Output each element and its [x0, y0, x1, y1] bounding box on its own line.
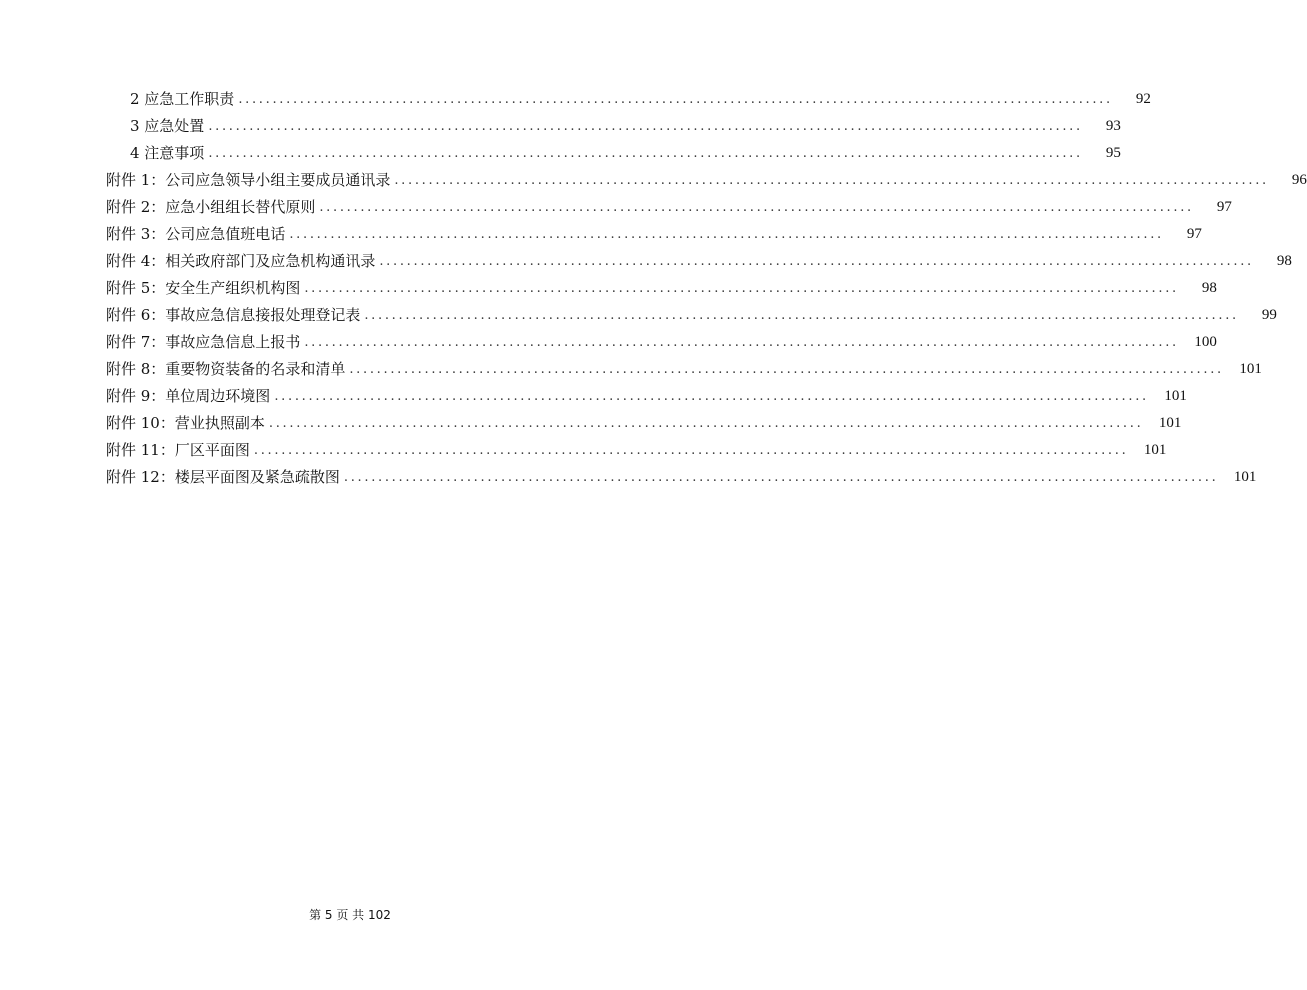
toc-leader-dots: ................................................................................................................................ [304, 281, 1179, 296]
toc-entry[interactable] [0, 383, 1187, 410]
toc-leader-dots: ................................................................................................................................ [319, 200, 1194, 215]
toc-entry[interactable] [0, 275, 1217, 302]
toc-entry-page: 101 [1239, 361, 1262, 377]
toc-entry-label: 4 注意事项 [130, 144, 205, 162]
toc-entry[interactable] [0, 221, 1202, 248]
toc-entry[interactable] [0, 113, 1121, 140]
toc-leader-dots: ................................................................................................................................ [304, 335, 1179, 350]
toc-entry[interactable] [0, 329, 1217, 356]
toc-entry-label: 附件 10：营业执照副本 [106, 414, 265, 432]
toc-leader-dots: ................................................................................................................................ [394, 173, 1269, 188]
toc-leader-dots: ................................................................................................................................ [349, 362, 1224, 377]
toc-leader-dots: ................................................................................................................................ [364, 308, 1239, 323]
toc-entry-page: 98 [1201, 280, 1217, 296]
toc-leader-dots: ................................................................................................................................ [253, 443, 1129, 458]
toc-entry[interactable] [0, 464, 1257, 491]
toc-entry-page: 95 [1105, 145, 1121, 161]
toc-entry-label: 附件 5：安全生产组织机构图 [106, 279, 301, 297]
toc-entry-page: 100 [1194, 334, 1217, 350]
toc-leader-dots: ................................................................................................................................ [379, 254, 1254, 269]
toc-leader-dots: ................................................................................................................................ [274, 389, 1149, 404]
toc-entry-label: 附件 6：事故应急信息接报处理登记表 [106, 306, 361, 324]
toc-entry[interactable] [0, 167, 1307, 194]
toc-entry[interactable] [0, 356, 1262, 383]
toc-leader-dots: ................................................................................................................................ [268, 416, 1144, 431]
toc-entry-label: 2 应急工作职责 [130, 90, 235, 108]
toc-entry-page: 97 [1216, 199, 1232, 215]
toc-entry-label: 附件 7：事故应急信息上报书 [106, 333, 301, 351]
toc-entry[interactable] [0, 437, 1167, 464]
page-footer: 第 5 页 共 102 [309, 908, 391, 922]
toc-entry-label: 附件 2：应急小组组长替代原则 [106, 198, 316, 216]
toc-entry-page: 101 [1164, 388, 1187, 404]
toc-leader-dots: ................................................................................................................................ [238, 92, 1113, 107]
toc-entry-page: 101 [1143, 442, 1167, 458]
table-of-contents [0, 86, 1307, 491]
toc-entry-page: 98 [1276, 253, 1292, 269]
toc-entry[interactable] [0, 302, 1277, 329]
toc-leader-dots: ................................................................................................................................ [289, 227, 1164, 242]
toc-entry[interactable] [0, 140, 1121, 167]
toc-entry-label: 附件 4：相关政府部门及应急机构通讯录 [106, 252, 376, 270]
toc-entry[interactable] [0, 194, 1232, 221]
toc-entry-label: 附件 8：重要物资装备的名录和清单 [106, 360, 346, 378]
toc-entry-page: 92 [1135, 91, 1151, 107]
toc-entry-label: 附件 12：楼层平面图及紧急疏散图 [106, 468, 340, 486]
toc-entry-label: 附件 1：公司应急领导小组主要成员通讯录 [106, 171, 391, 189]
toc-entry[interactable] [0, 86, 1151, 113]
toc-entry-page: 101 [1233, 469, 1257, 485]
toc-leader-dots: ................................................................................................................................ [343, 470, 1219, 485]
toc-entry-page: 99 [1261, 307, 1277, 323]
toc-entry-page: 96 [1291, 172, 1307, 188]
toc-entry-label: 3 应急处置 [130, 117, 205, 135]
toc-entry-label: 附件 3：公司应急值班电话 [106, 225, 286, 243]
toc-entry[interactable] [0, 410, 1182, 437]
toc-entry-label: 附件 11：厂区平面图 [106, 441, 250, 459]
toc-entry-label: 附件 9：单位周边环境图 [106, 387, 271, 405]
toc-entry[interactable] [0, 248, 1292, 275]
toc-entry-page: 93 [1105, 118, 1121, 134]
toc-leader-dots: ................................................................................................................................ [208, 146, 1083, 161]
toc-leader-dots: ................................................................................................................................ [208, 119, 1083, 134]
toc-entry-page: 101 [1158, 415, 1182, 431]
toc-entry-page: 97 [1186, 226, 1202, 242]
